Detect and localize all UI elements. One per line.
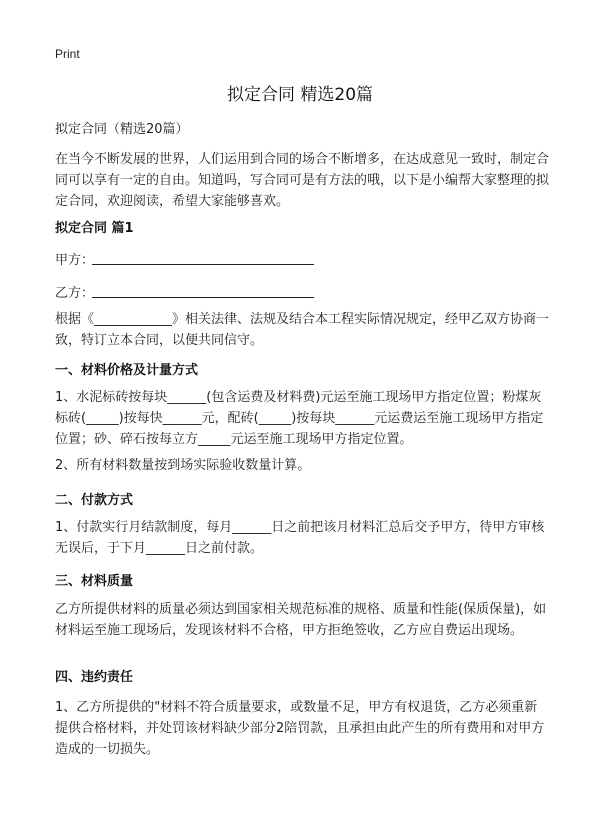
section-paragraph: 1、水泥标砖按每块______(包含运费及材料费)元运至施工现场甲方指定位置；粉煤灰标砖(_____)按每快______元，配砖(_____)按每块______元运费运至施工现场甲方指定位置；砂、碎石按每立方_____元运至施工现场甲方指定位置。 <box>55 390 544 447</box>
party-b-label: 乙方： <box>55 286 95 301</box>
intro-subtitle: 拟定合同（精选20篇） <box>55 122 189 137</box>
section-heading: 二、付款方式 <box>55 493 134 508</box>
contract-heading: 拟定合同 篇1 <box>55 221 134 236</box>
intro-paragraph: 在当今不断发展的世界，人们运用到合同的场合不断增多，在达成意见一致时，制定合同可以享有一定的自由。知道吗，写合同可是有方法的哦，以下是小编帮大家整理的拟定合同，欢迎阅读，希望大家能够喜欢。 <box>55 152 550 209</box>
section-paragraph: 1、付款实行月结款制度，每月______日之前把该月材料汇总后交予甲方，待甲方审核无误后，于下月______日之前付款。 <box>55 520 545 556</box>
party-a-blank-line <box>92 264 314 265</box>
party-b-field <box>55 282 94 302</box>
section-paragraph: 2、所有材料数量按到场实际验收数量计算。 <box>55 458 311 473</box>
section-paragraph: 1、乙方所提供的"材料不符合质量要求，或数量不足，甲方有权退货，乙方必须重新提供合格材料，并处罚该材料缺少部分2陪罚款，且承担由此产生的所有费用和对甲方造成的一切损失。 <box>55 700 545 757</box>
party-a-label: 甲方： <box>55 253 95 268</box>
basis-paragraph: 根据《____________》相关法律、法规及结合本工程实际情况规定，经甲乙双方协商一致，特订立本合同，以便共同信守。 <box>55 312 550 348</box>
section-heading: 四、违约责任 <box>55 670 134 685</box>
section-heading: 三、材料质量 <box>55 574 134 589</box>
section-heading: 一、材料价格及计量方式 <box>55 363 199 378</box>
page-title: 拟定合同 精选20篇 <box>226 85 374 105</box>
print-link[interactable]: Print <box>55 47 80 61</box>
party-a-field <box>55 249 94 269</box>
section-paragraph: 乙方所提供材料的质量必须达到国家相关规范标准的规格、质量和性能(保质保量)，如材料运至施工现场后，发现该材料不合格，甲方拒绝签收，乙方应自费运出现场。 <box>55 602 547 638</box>
party-b-blank-line <box>92 297 314 298</box>
